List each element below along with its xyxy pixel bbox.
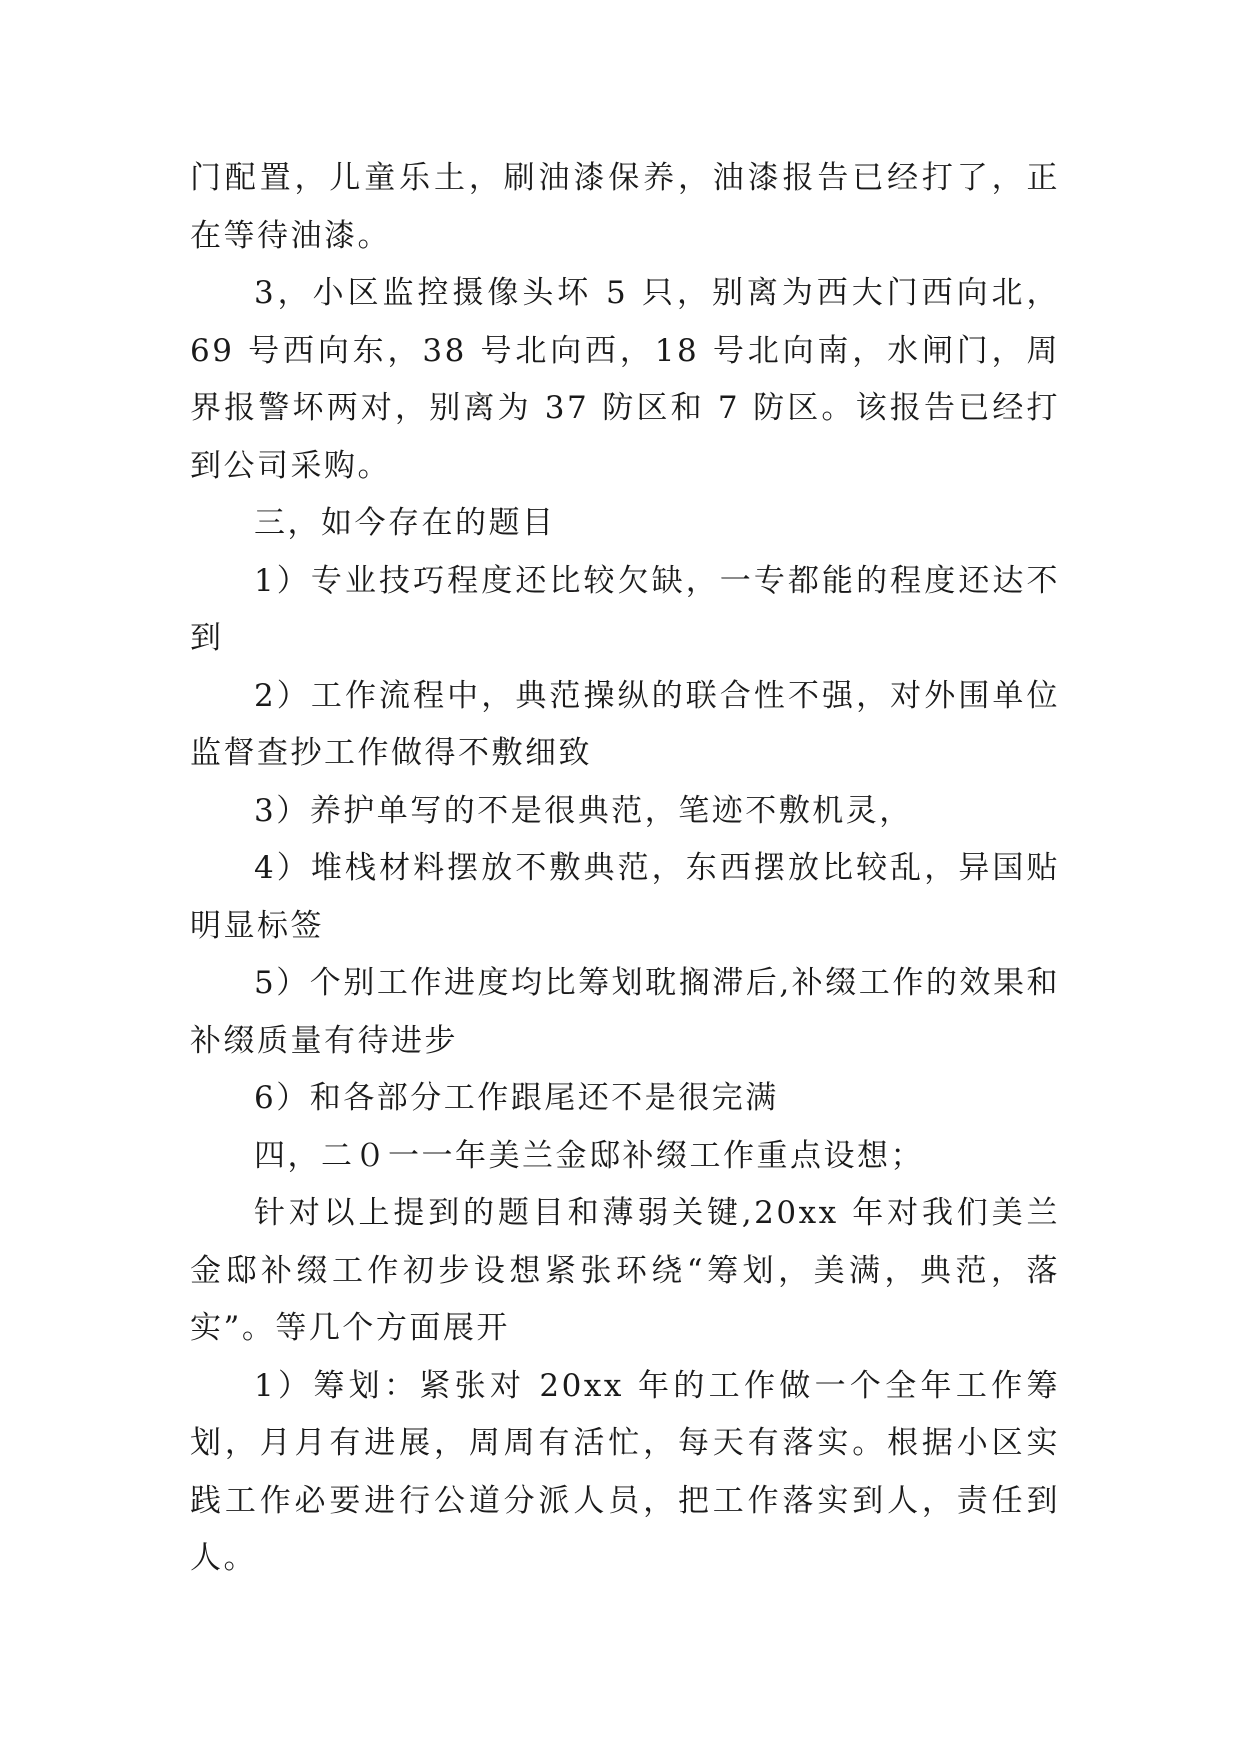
problem-item-3: 3）养护单写的不是很典范，笔迹不敷机灵， (254, 792, 913, 829)
section-heading-3: 三，如今存在的题目 (254, 505, 556, 541)
document-body (190, 150, 1060, 1588)
problem-item-5: 5）个别工作进度均比筹划耽搁滞后,补缀工作的效果和补缀质量有待进步 (190, 965, 1060, 1059)
problem-item-1: 1）专业技巧程度还比较欠缺，一专都能的程度还达不到 (190, 562, 1060, 656)
plan-item-1: 1）筹划：紧张对 20xx 年的工作做一个全年工作筹划，月月有进展，周周有活忙，每天有落实。根据小区实践工作必要进行公道分派人员，把工作落实到人，责任到人。 (190, 1367, 1060, 1576)
paragraph-continuation: 门配置，儿童乐土，刷油漆保养，油漆报告已经打了，正在等待油漆。 (190, 160, 1060, 254)
section-heading-4: 四，二０一一年美兰金邸补缀工作重点设想； (254, 1137, 924, 1174)
paragraph-item-3-cameras: 3，小区监控摄像头坏 5 只，别离为西大门西向北，69 号西向东，38 号北向西，18 号北向南，水闸门，周界报警坏两对，别离为 37 防区和 7 防区。该报告已经打到公司采购。 (190, 275, 1060, 484)
problem-item-6: 6）和各部分工作跟尾还不是很完满 (254, 1080, 779, 1116)
problem-item-2: 2）工作流程中，典范操纵的联合性不强，对外围单位监督查抄工作做得不敷细致 (190, 677, 1060, 771)
plan-intro-paragraph: 针对以上提到的题目和薄弱关键,20xx 年对我们美兰金邸补缀工作初步设想紧张环绕“筹划，美满，典范，落实”。等几个方面展开 (190, 1195, 1060, 1346)
problem-item-4: 4）堆栈材料摆放不敷典范，东西摆放比较乱，异国贴明显标签 (190, 850, 1060, 944)
